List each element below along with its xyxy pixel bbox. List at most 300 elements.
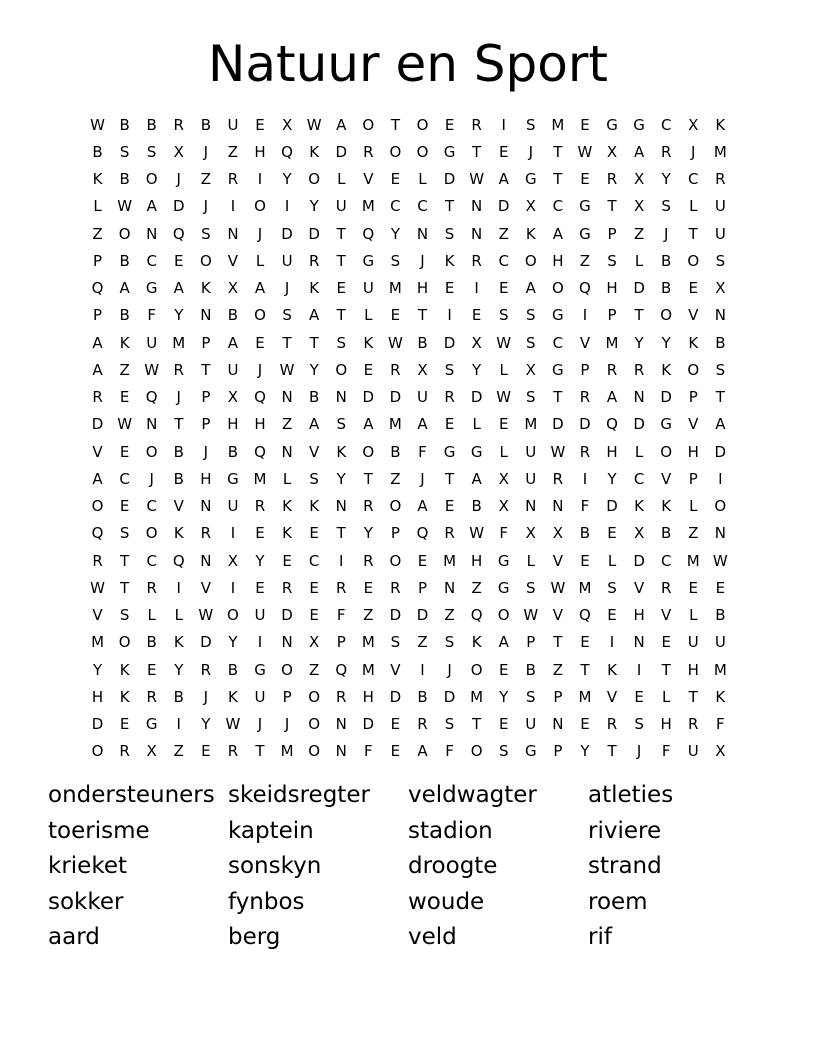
grid-letter: O <box>254 306 266 325</box>
grid-letter: C <box>417 197 428 216</box>
grid-letter: D <box>362 715 375 734</box>
grid-letter: P <box>688 388 698 407</box>
grid-letter: H <box>687 660 699 679</box>
grid-row <box>84 138 734 165</box>
grid-letter: D <box>335 142 348 161</box>
grid-letter: N <box>335 388 347 407</box>
grid-letter: M <box>713 660 727 679</box>
grid-letter: C <box>552 333 564 352</box>
grid-letter: S <box>336 333 346 352</box>
grid-letter: Q <box>91 279 104 298</box>
grid-letter: P <box>282 687 292 706</box>
grid-letter: Q <box>362 224 375 243</box>
grid-letter: E <box>634 687 644 706</box>
grid-letter: D <box>552 415 564 434</box>
grid-letter: M <box>578 578 592 597</box>
grid-letter: E <box>390 715 401 734</box>
grid-letter: N <box>552 497 564 516</box>
grid-letter: K <box>715 687 726 706</box>
grid-letter: T <box>309 333 319 352</box>
grid-letter: T <box>120 578 130 597</box>
grid-letter: E <box>498 715 509 734</box>
grid-letter: O <box>308 742 321 761</box>
grid-letter: O <box>281 660 293 679</box>
grid-letter: Z <box>498 224 509 243</box>
grid-letter: V <box>363 170 374 189</box>
grid-letter: A <box>417 415 428 434</box>
grid-letter: S <box>146 142 157 161</box>
grid-letter: A <box>498 633 509 652</box>
grid-letter: R <box>227 742 239 761</box>
grid-letter: C <box>633 469 645 488</box>
grid-letter: S <box>390 251 401 270</box>
grid-letter: P <box>417 578 427 597</box>
grid-letter: V <box>606 687 618 706</box>
grid-letter: A <box>417 742 428 761</box>
grid-letter: W <box>387 333 403 352</box>
grid-letter: V <box>633 578 645 597</box>
grid-letter: K <box>661 360 672 379</box>
grid-letter: Q <box>470 606 483 625</box>
grid-letter: A <box>606 388 618 407</box>
grid-letter: E <box>417 551 428 570</box>
grid-letter: E <box>580 715 590 734</box>
grid-letter: U <box>254 606 266 625</box>
grid-letter: N <box>200 497 212 516</box>
grid-letter: Z <box>444 606 455 625</box>
grid-letter: K <box>309 142 320 161</box>
grid-letter: Y <box>282 170 292 189</box>
grid-letter: E <box>661 633 671 652</box>
grid-letter: O <box>687 251 700 270</box>
grid-letter: H <box>416 279 429 298</box>
grid-letter: A <box>715 415 726 434</box>
grid-letter: M <box>443 551 457 570</box>
grid-letter: M <box>470 687 484 706</box>
grid-letter: Z <box>688 524 699 543</box>
grid-letter: R <box>688 715 699 734</box>
grid-letter: W <box>225 715 241 734</box>
grid-letter: Y <box>363 524 373 543</box>
grid-letter: E <box>444 115 455 134</box>
grid-letter: N <box>714 306 726 325</box>
grid-letter: G <box>579 224 591 243</box>
word-list-item: sokker <box>48 888 124 915</box>
grid-letter: O <box>308 715 321 734</box>
grid-letter: I <box>501 115 506 134</box>
grid-letter: D <box>470 388 483 407</box>
grid-letter: T <box>634 306 644 325</box>
grid-letter: D <box>579 415 591 434</box>
grid-letter: O <box>91 497 104 516</box>
grid-letter: T <box>553 388 563 407</box>
grid-letter: T <box>688 687 698 706</box>
grid-letter: E <box>444 279 455 298</box>
grid-letter: E <box>255 578 265 597</box>
grid-letter: D <box>633 279 645 298</box>
grid-letter: X <box>281 115 293 134</box>
grid-letter: T <box>444 469 455 488</box>
grid-letter: S <box>444 715 455 734</box>
grid-letter: K <box>92 170 103 189</box>
grid-letter: H <box>200 469 212 488</box>
grid-letter: J <box>203 687 209 706</box>
grid-letter: N <box>146 415 158 434</box>
grid-letter: A <box>633 142 645 161</box>
grid-letter: E <box>715 578 726 597</box>
grid-letter: Q <box>91 524 104 543</box>
grid-letter: D <box>389 606 402 625</box>
grid-letter: S <box>282 306 292 325</box>
grid-letter: Q <box>172 551 185 570</box>
grid-letter: V <box>200 578 211 597</box>
grid-letter: L <box>689 497 698 516</box>
grid-letter: K <box>200 279 211 298</box>
word-list-item: rif <box>588 924 612 951</box>
grid-letter: L <box>662 687 671 706</box>
grid-letter: B <box>227 306 239 325</box>
grid-letter: H <box>254 415 266 434</box>
grid-letter: O <box>470 660 483 679</box>
grid-letter: N <box>471 197 483 216</box>
grid-letter: O <box>145 442 158 461</box>
grid-letter: N <box>281 442 293 461</box>
grid-letter: R <box>633 360 645 379</box>
word-list-item: kaptein <box>228 817 314 844</box>
grid-letter: C <box>119 469 130 488</box>
grid-letter: B <box>173 687 184 706</box>
grid-letter: M <box>524 415 538 434</box>
grid-letter: Y <box>580 742 590 761</box>
grid-letter: A <box>92 360 103 379</box>
grid-letter: T <box>661 660 671 679</box>
letter-grid <box>84 111 734 765</box>
grid-letter: N <box>335 497 347 516</box>
grid-letter: Z <box>92 224 103 243</box>
grid-letter: E <box>363 360 374 379</box>
grid-letter: R <box>281 578 293 597</box>
grid-letter: D <box>200 633 212 652</box>
grid-letter: E <box>390 170 401 189</box>
grid-letter: E <box>580 115 590 134</box>
grid-letter: B <box>661 279 672 298</box>
word-list-item: atleties <box>588 782 674 808</box>
grid-row <box>84 547 734 574</box>
grid-letter: Q <box>579 606 591 625</box>
grid-letter: T <box>363 469 373 488</box>
grid-letter: Z <box>281 415 293 434</box>
grid-letter: S <box>309 469 319 488</box>
grid-letter: G <box>579 197 591 216</box>
grid-letter: G <box>470 442 483 461</box>
grid-letter: B <box>471 497 482 516</box>
grid-letter: N <box>200 306 212 325</box>
grid-letter: T <box>580 660 590 679</box>
grid-letter: L <box>499 360 508 379</box>
grid-letter: K <box>471 633 482 652</box>
grid-letter: C <box>146 551 157 570</box>
grid-letter: N <box>714 524 726 543</box>
grid-letter: S <box>607 578 617 597</box>
grid-letter: Y <box>336 469 346 488</box>
grid-letter: L <box>472 415 481 434</box>
grid-letter: N <box>227 224 239 243</box>
grid-letter: W <box>469 524 485 543</box>
grid-letter: V <box>579 333 591 352</box>
grid-letter: V <box>390 660 401 679</box>
grid-letter: M <box>578 687 592 706</box>
grid-letter: X <box>715 742 726 761</box>
grid-letter: D <box>308 224 320 243</box>
grid-letter: M <box>361 197 375 216</box>
grid-letter: V <box>688 415 699 434</box>
grid-letter: Z <box>309 660 320 679</box>
grid-letter: R <box>579 442 591 461</box>
grid-letter: G <box>606 115 618 134</box>
grid-letter: O <box>714 497 727 516</box>
grid-letter: S <box>498 306 509 325</box>
grid-letter: K <box>715 115 726 134</box>
grid-letter: R <box>471 115 482 134</box>
grid-letter: T <box>444 197 455 216</box>
grid-letter: L <box>607 551 617 570</box>
grid-letter: S <box>444 633 455 652</box>
grid-letter: L <box>689 197 698 216</box>
grid-letter: L <box>634 442 644 461</box>
grid-letter: I <box>230 197 236 216</box>
grid-letter: O <box>660 306 673 325</box>
grid-letter: D <box>443 170 456 189</box>
grid-letter: T <box>120 551 130 570</box>
grid-letter: Z <box>633 224 645 243</box>
grid-letter: Y <box>255 551 265 570</box>
grid-letter: O <box>91 742 104 761</box>
grid-letter: R <box>146 687 157 706</box>
grid-row <box>84 193 734 220</box>
grid-letter: C <box>146 251 157 270</box>
grid-letter: E <box>119 442 130 461</box>
grid-letter: W <box>712 551 728 570</box>
grid-letter: V <box>309 442 320 461</box>
grid-letter: H <box>606 442 618 461</box>
grid-letter: S <box>336 415 346 434</box>
grid-letter: X <box>633 197 645 216</box>
grid-letter: K <box>634 497 645 516</box>
grid-letter: U <box>281 251 293 270</box>
grid-letter: I <box>636 660 642 679</box>
grid-letter: X <box>146 742 157 761</box>
grid-letter: F <box>418 442 427 461</box>
grid-letter: B <box>525 660 536 679</box>
grid-letter: D <box>389 687 402 706</box>
puzzle-title: Natuur en Sport <box>207 35 609 93</box>
grid-letter: Y <box>661 170 671 189</box>
grid-letter: T <box>715 388 725 407</box>
word-list-item: sonskyn <box>228 853 322 880</box>
grid-letter: V <box>92 442 103 461</box>
grid-letter: G <box>362 251 375 270</box>
grid-letter: I <box>339 551 344 570</box>
grid-letter: J <box>636 742 642 761</box>
grid-letter: T <box>472 142 482 161</box>
grid-row <box>84 166 734 193</box>
grid-letter: K <box>173 524 184 543</box>
grid-letter: T <box>336 251 346 270</box>
grid-letter: X <box>633 524 645 543</box>
grid-letter: W <box>469 170 485 189</box>
grid-letter: R <box>363 142 374 161</box>
grid-letter: O <box>497 606 510 625</box>
grid-letter: V <box>661 606 672 625</box>
grid-letter: U <box>687 633 699 652</box>
grid-letter: T <box>553 142 563 161</box>
grid-letter: B <box>119 115 130 134</box>
word-list-item: toerisme <box>48 817 150 844</box>
grid-letter: J <box>284 715 290 734</box>
grid-letter: R <box>606 360 618 379</box>
grid-letter: Q <box>606 415 618 434</box>
grid-letter: F <box>499 524 509 543</box>
word-list-item: veld <box>408 924 457 951</box>
grid-letter: K <box>173 633 184 652</box>
grid-letter: W <box>117 415 133 434</box>
grid-letter: I <box>230 578 236 597</box>
grid-row <box>84 329 734 356</box>
grid-letter: N <box>416 224 429 243</box>
grid-letter: E <box>498 415 509 434</box>
grid-letter: E <box>119 388 130 407</box>
grid-letter: D <box>660 388 672 407</box>
grid-letter: Y <box>309 360 319 379</box>
grid-letter: C <box>308 551 320 570</box>
grid-letter: C <box>498 251 509 270</box>
grid-letter: N <box>471 224 483 243</box>
grid-letter: S <box>715 360 726 379</box>
grid-letter: I <box>176 578 181 597</box>
grid-row <box>84 111 734 138</box>
grid-letter: Y <box>472 360 482 379</box>
grid-letter: N <box>335 715 347 734</box>
grid-letter: D <box>443 687 456 706</box>
grid-letter: W <box>496 333 512 352</box>
grid-letter: O <box>308 687 321 706</box>
grid-letter: N <box>281 388 293 407</box>
grid-letter: X <box>498 497 509 516</box>
grid-letter: Z <box>200 170 211 189</box>
word-list-item: ondersteuners <box>48 782 215 808</box>
grid-letter: T <box>255 742 265 761</box>
grid-letter: J <box>149 469 154 488</box>
grid-letter: R <box>471 251 482 270</box>
grid-letter: T <box>336 306 346 325</box>
grid-row <box>84 302 734 329</box>
grid-letter: Y <box>661 333 671 352</box>
grid-letter: G <box>552 360 564 379</box>
grid-letter: W <box>144 360 160 379</box>
grid-letter: K <box>282 497 292 516</box>
grid-letter: T <box>336 524 346 543</box>
grid-letter: B <box>579 524 591 543</box>
grid-letter: A <box>146 197 157 216</box>
grid-letter: I <box>718 469 723 488</box>
grid-letter: O <box>118 224 131 243</box>
grid-row <box>84 465 734 492</box>
grid-letter: R <box>444 388 455 407</box>
grid-row <box>84 683 734 710</box>
grid-letter: O <box>389 142 402 161</box>
grid-letter: G <box>443 442 456 461</box>
grid-letter: E <box>444 497 455 516</box>
grid-letter: X <box>633 170 645 189</box>
grid-letter: L <box>255 251 265 270</box>
grid-letter: E <box>255 524 265 543</box>
word-list-item: droogte <box>408 853 498 880</box>
grid-letter: J <box>691 142 696 161</box>
grid-letter: V <box>661 469 672 488</box>
grid-letter: K <box>444 251 455 270</box>
grid-letter: K <box>282 524 292 543</box>
word-list-item: skeidsregter <box>228 782 370 808</box>
grid-letter: C <box>660 115 672 134</box>
grid-letter: P <box>688 469 698 488</box>
grid-letter: B <box>390 442 401 461</box>
grid-letter: O <box>524 251 537 270</box>
grid-letter: I <box>176 715 181 734</box>
grid-letter: S <box>119 142 130 161</box>
grid-letter: T <box>472 715 482 734</box>
grid-letter: W <box>496 388 512 407</box>
grid-letter: M <box>91 633 105 652</box>
grid-letter: Z <box>471 578 482 597</box>
word-list-item: krieket <box>48 853 127 880</box>
grid-letter: X <box>227 279 239 298</box>
grid-letter: N <box>335 742 347 761</box>
grid-letter: J <box>203 142 209 161</box>
grid-letter: U <box>416 388 428 407</box>
grid-letter: B <box>146 115 157 134</box>
grid-letter: W <box>550 578 566 597</box>
grid-letter: H <box>633 606 645 625</box>
grid-letter: X <box>498 469 509 488</box>
grid-letter: S <box>201 224 211 243</box>
grid-letter: J <box>176 388 181 407</box>
word-list-item: woude <box>408 888 485 915</box>
grid-letter: E <box>309 578 319 597</box>
grid-letter: P <box>553 742 563 761</box>
grid-letter: L <box>282 469 292 488</box>
grid-letter: J <box>257 715 263 734</box>
grid-letter: G <box>497 551 510 570</box>
grid-letter: V <box>92 606 103 625</box>
grid-letter: W <box>90 578 105 597</box>
word-list-item: fynbos <box>228 888 305 915</box>
grid-letter: R <box>660 142 672 161</box>
grid-letter: M <box>361 633 375 652</box>
grid-letter: B <box>146 633 157 652</box>
grid-letter: E <box>336 279 346 298</box>
grid-letter: V <box>173 497 184 516</box>
grid-letter: E <box>174 251 184 270</box>
grid-letter: O <box>687 360 700 379</box>
grid-letter: O <box>551 279 564 298</box>
grid-letter: P <box>93 251 103 270</box>
grid-row <box>84 602 734 629</box>
grid-letter: J <box>257 224 263 243</box>
grid-letter: C <box>688 170 699 189</box>
grid-letter: X <box>227 551 239 570</box>
grid-letter: K <box>228 687 238 706</box>
grid-letter: E <box>688 279 698 298</box>
